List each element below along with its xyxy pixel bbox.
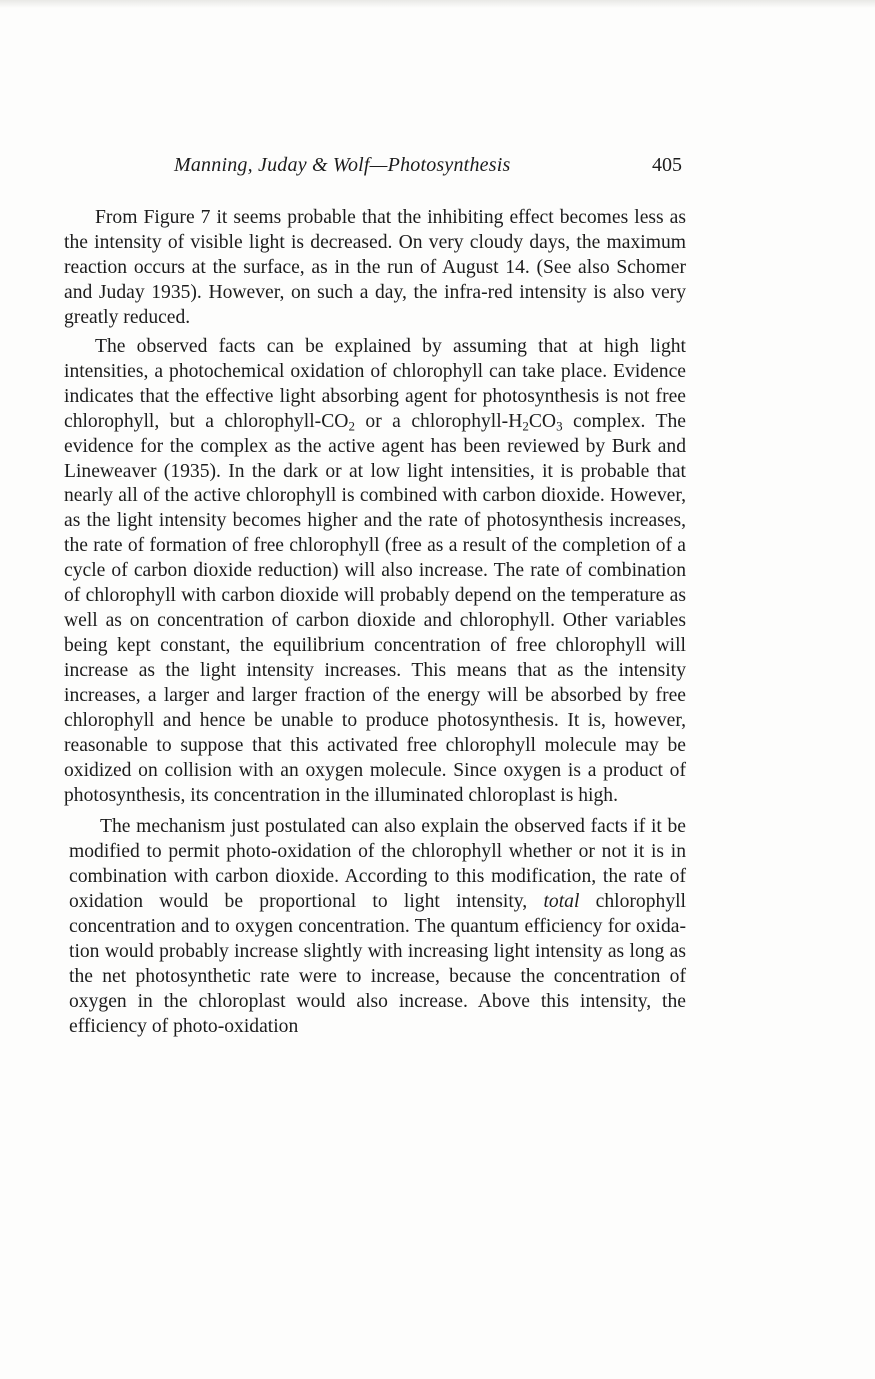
paragraph-1-text: From Figure 7 it seems probable that the inhibiting effect becomes less as the intensity of visible light is decreased. On very cloudy days, the maximum reaction occurs at the surface, as in the run of August 14. (See also Schomer and Juday 1935). However, on such a day, the infra-red intensity is also very greatly reduced. [64,207,686,328]
subscript-co2: 2 [348,417,355,433]
body-text [64,206,686,1039]
scan-edge-shadow [0,0,875,8]
paragraph-3 [64,815,686,1040]
page-header [66,154,686,184]
paragraph-2-text-d: complex. The evidence for the complex as the active agent has been reviewed by Burk and Lineweaver (1935). In the dark or at low light intensities, it is probable that nearly all of the active chlorophyll is combined with carbon dioxide. However, as the light intensity becomes higher and the rate of photosynthesis increases, the rate of formation of free chlorophyll (free as a result of the completion of a cycle of carbon dioxide reduction) will also increase. The rate of combination of chlorophyll with carbon dioxide will probably depend on the temperature as well as on concentration of carbon dioxide and chlorophyll. Other variables being kept constant, the equilibrium concentration of free chlorophyll will increase as the light intensity increases. This means that as the intensity increases, a larger and larger fraction of the energy will be absorbed by free chlorophyll and hence be unable to produce photosynthesis. It is, however, reasonable to suppose that this activated free chlorophyll molecule may be oxidized on collision with an oxygen molecule. Since oxygen is a product of photosynthesis, its concentration in the illuminated chloroplast is high. [64,410,686,806]
paragraph-3-text-b: chlorophyll concentration and to oxygen concentration. The quantum efficiency for oxidation would probably increase slightly with increasing light intensity as long as the net photosynthetic rate were to increase, because the concentration of oxygen in the chloroplast would also increase. Above this intensity, the efficiency of photo-oxidation [69,890,687,1037]
subscript-h2: 2 [522,417,529,433]
paragraph-1 [64,206,686,331]
paragraph-2-text-b: or a chlorophyll-H [354,410,523,432]
running-head: Manning, Juday & Wolf—Photosynthesis [174,154,511,176]
subscript-co3: 3 [556,417,563,433]
emphasis-total: total [543,890,580,912]
page-number: 405 [652,154,682,176]
paragraph-2-text-c: CO [528,410,557,432]
paragraph-3-text-a: The mechanism just postulated can also explain the observed facts if it be modified to permit photo-oxidation of the chlorophyll whether or not it is in combination with carbon dioxide. According to this modification, the rate of oxidation would be proportional to light intensity, [69,815,686,912]
paragraph-2 [64,335,686,809]
paragraph-2-text-a: The observed facts can be explained by assuming that at high light intensities, a photochemical oxidation of chlorophyll can take place. Evidence indicates that the effective light absorbing agent for photosynthesis is not free chlorophyll, but a chlorophyll-CO [64,335,686,432]
